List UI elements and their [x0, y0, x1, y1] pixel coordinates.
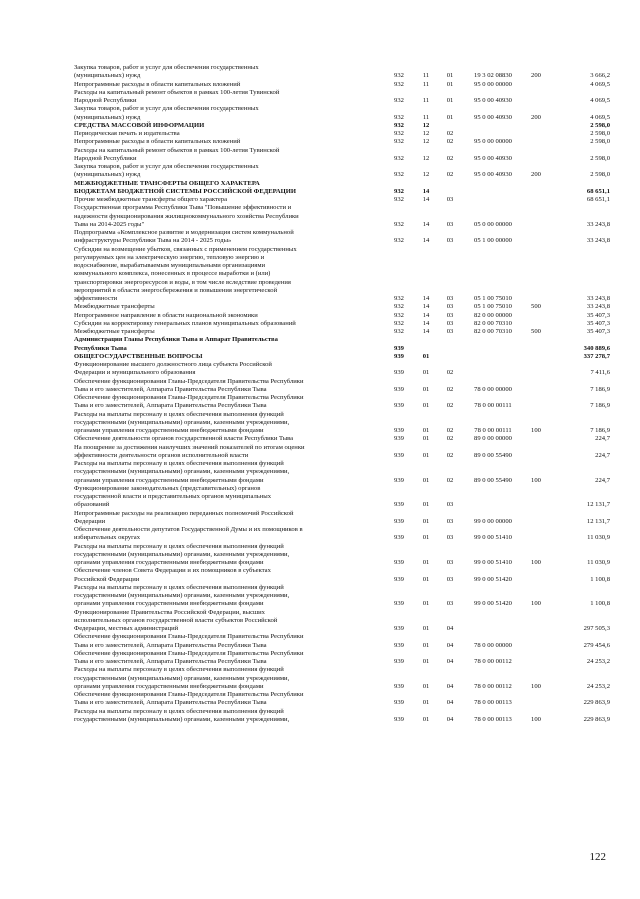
- target-article-code: 89 0 00 55490: [474, 476, 512, 484]
- department-code: 939: [394, 369, 404, 377]
- amount: 4 069,5: [590, 80, 610, 88]
- department-code: 939: [394, 575, 404, 583]
- row-description: Обеспечение членов Совета Федерации и их помощников в субъектах Российской Федерации: [74, 567, 271, 583]
- subsection-code: 01: [446, 113, 454, 121]
- row-description: Функционирование высшего должностного лица субъекта Российской Федерации и муниципального образования: [74, 361, 272, 377]
- row-description: Обеспечение функционирования Главы-Председателя Правительства Республики Тыва и его заместителей, Аппарата Правительства Республики Тыва: [74, 377, 304, 393]
- target-article-code: 95 0 00 40930: [474, 154, 512, 162]
- amount: 33 243,8: [586, 220, 610, 228]
- table-row: [74, 435, 610, 443]
- department-code: 939: [394, 344, 404, 352]
- subsection-code: 02: [446, 130, 454, 137]
- section-code: 01: [422, 715, 430, 723]
- row-description: Непрограммные расходы в области капитальных вложений: [74, 80, 241, 88]
- subsection-code: 01: [446, 72, 454, 80]
- row-description: Непрограммные расходы на реализацию переданных полномочий Российской Федерации: [74, 509, 294, 525]
- table-row: [74, 526, 610, 543]
- section-code: 01: [422, 517, 430, 525]
- amount: 35 407,3: [586, 311, 610, 319]
- amount: 2 598,0: [590, 121, 610, 129]
- section-code: 12: [422, 138, 430, 146]
- subsection-code: 02: [446, 138, 454, 146]
- table-row: [74, 196, 610, 204]
- table-row: [74, 122, 610, 130]
- section-code: 01: [422, 600, 430, 608]
- target-article-code: 95 0 00 40930: [474, 113, 512, 121]
- amount: 224,7: [595, 451, 610, 459]
- amount: 297 505,3: [583, 625, 610, 632]
- row-description: Расходы на капитальный ремонт объектов в рамках 100-летия Тувинской Народной Республики: [74, 146, 280, 162]
- row-description: Обеспечение функционирования Главы-Председателя Правительства Республики Тыва и его заместителей, Аппарата Правительства Республики Тыва: [74, 649, 304, 665]
- section-code: 11: [422, 97, 430, 104]
- table-row: [74, 460, 610, 485]
- expense-type-code: 100: [531, 715, 541, 723]
- row-description: Обеспечение деятельности органов государственной власти Республики Тыва: [74, 435, 294, 443]
- target-article-code: 95 0 00 40930: [474, 97, 512, 104]
- amount: 7 186,9: [590, 402, 610, 410]
- amount: 4 069,5: [590, 97, 610, 104]
- target-article-code: 05 0 00 00000: [474, 220, 512, 228]
- table-row: [74, 411, 610, 436]
- row-description: Расходы на выплаты персоналу в целях обеспечения выполнения функций государственными (муниципальными) органами, казенными учреждениями, органами управления государственными внебюджетными фондами: [74, 666, 290, 690]
- row-description: Межбюджетные трансферты: [74, 303, 155, 311]
- subsection-code: 02: [446, 435, 454, 443]
- amount: 2 598,0: [590, 138, 610, 146]
- target-article-code: 99 0 00 51410: [474, 559, 512, 566]
- row-description: Обеспечение функционирования Главы-Председателя Правительства Республики Тыва и его заместителей, Аппарата Правительства Республики Тыва: [74, 691, 304, 707]
- target-article-code: 78 0 00 00111: [474, 427, 512, 434]
- subsection-code: 04: [446, 715, 454, 723]
- row-description: Закупка товаров, работ и услуг для обеспечения государственных (муниципальных) нужд: [74, 105, 259, 121]
- subsection-code: 03: [446, 237, 454, 245]
- target-article-code: 05 1 00 00000: [474, 237, 512, 245]
- target-article-code: 95 0 00 00000: [474, 138, 512, 146]
- department-code: 939: [394, 658, 404, 665]
- subsection-code: 04: [446, 682, 454, 690]
- table-row: [74, 328, 610, 336]
- subsection-code: 02: [446, 427, 454, 434]
- row-description: Обеспечение функционирования Главы-Председателя Правительства Республики Тыва и его заместителей, Аппарата Правительства Республики Тыва: [74, 633, 304, 649]
- department-code: 932: [394, 319, 404, 327]
- subsection-code: 01: [446, 97, 454, 104]
- expense-type-code: 200: [531, 113, 541, 121]
- row-description: Прочие межбюджетные трансферты общего характера: [74, 196, 228, 203]
- department-code: 939: [394, 559, 404, 566]
- section-code: 12: [422, 130, 430, 137]
- department-code: 932: [394, 187, 404, 195]
- subsection-code: 01: [446, 80, 454, 88]
- row-description: Закупка товаров, работ и услуг для обеспечения государственных (муниципальных) нужд: [74, 163, 259, 179]
- subsection-code: 03: [446, 311, 454, 319]
- amount: 229 863,9: [583, 715, 610, 723]
- row-description: На поощрение за достижения наилучших значений показателей по итогам оценки эффективности деятельности органов исполнительной власти: [74, 443, 305, 459]
- row-description: Субсидии на возмещение убытков, связанных с применением государственных регулируемых цен на электрическую энергию, тепловую энергию и водоснабжение, вырабатываемым муниципальными организациями коммунального комплекса, понесенных в процессе выработки и (или) транспортировки энергоресурсов и воды, в том числе вследствие проведения мероприятий в области энергосбережения и повышения энергетической эффективности: [74, 245, 297, 302]
- row-description: Администрация Главы Республики Тыва и Аппарат Правительства Республики Тыва: [74, 336, 278, 352]
- row-description: Межбюджетные трансферты: [74, 328, 155, 335]
- subsection-code: 02: [446, 451, 454, 459]
- subsection-code: 03: [446, 196, 454, 203]
- department-code: 939: [394, 451, 404, 459]
- row-description: Расходы на выплаты персоналу в целях обеспечения выполнения функций государственными (муниципальными) органами, казенными учреждениями,: [74, 707, 290, 723]
- amount: 11 030,9: [587, 559, 610, 566]
- amount: 33 243,8: [586, 295, 610, 302]
- department-code: 932: [394, 97, 404, 104]
- amount: 7 186,9: [590, 427, 610, 434]
- expense-type-code: 100: [531, 559, 541, 566]
- row-description: Подпрограмма «Комплексное развитие и модернизация систем коммунальной инфраструктуры Республики Тыва на 2014 - 2025 годы»: [74, 229, 294, 245]
- section-code: 01: [422, 658, 430, 665]
- target-article-code: 95 0 00 00000: [474, 80, 512, 88]
- section-code: 01: [422, 534, 430, 542]
- section-code: 14: [422, 303, 430, 311]
- amount: 2 598,0: [590, 154, 610, 162]
- section-code: 14: [422, 237, 430, 245]
- target-article-code: 99 0 00 00000: [474, 517, 512, 525]
- section-code: 11: [422, 113, 430, 121]
- table-row: [74, 336, 610, 353]
- section-code: 12: [422, 121, 430, 129]
- subsection-code: 02: [446, 476, 454, 484]
- expense-type-code: 100: [531, 476, 541, 484]
- amount: 229 863,9: [583, 699, 610, 707]
- table-row: [74, 246, 610, 304]
- table-row: [74, 204, 610, 229]
- department-code: 939: [394, 715, 404, 723]
- table-row: [74, 320, 610, 328]
- row-description: Расходы на выплаты персоналу в целях обеспечения выполнения функций государственными (муниципальными) органами, казенными учреждениями, органами управления государственными внебюджетными фондами: [74, 583, 290, 608]
- row-description: Обеспечение деятельности депутатов Государственной Думы и их помощников в избирательных округах: [74, 526, 303, 542]
- department-code: 932: [394, 72, 404, 80]
- department-code: 939: [394, 699, 404, 707]
- row-description: Расходы на капитальный ремонт объектов в рамках 100-летия Тувинской Народной Республики: [74, 88, 280, 104]
- department-code: 939: [394, 476, 404, 484]
- expense-type-code: 200: [531, 171, 541, 179]
- amount: 12 131,7: [586, 517, 610, 525]
- target-article-code: 05 1 00 75010: [474, 303, 512, 311]
- department-code: 932: [394, 80, 404, 88]
- subsection-code: 03: [446, 575, 454, 583]
- table-row: [74, 163, 610, 180]
- amount: 11 030,9: [587, 534, 610, 542]
- department-code: 932: [394, 154, 404, 162]
- section-code: 01: [422, 385, 430, 393]
- subsection-code: 02: [446, 402, 454, 410]
- table-row: [74, 303, 610, 311]
- target-article-code: 78 0 00 00111: [474, 402, 512, 410]
- subsection-code: 03: [446, 295, 454, 302]
- table-row: [74, 510, 610, 527]
- row-description: Расходы на выплаты персоналу в целях обеспечения выполнения функций государственными (муниципальными) органами, казенными учреждениями, органами управления государственными внебюджетными фондами: [74, 460, 290, 484]
- target-article-code: 82 0 00 70310: [474, 319, 512, 327]
- row-description: СРЕДСТВА МАССОВОЙ ИНФОРМАЦИИ: [74, 121, 205, 129]
- expense-type-code: 100: [531, 427, 541, 434]
- department-code: 932: [394, 196, 404, 203]
- target-article-code: 78 0 00 00112: [474, 682, 512, 690]
- amount: 33 243,8: [586, 237, 610, 245]
- section-code: 14: [422, 295, 430, 302]
- amount: 12 131,7: [586, 501, 610, 509]
- table-row: [74, 353, 610, 361]
- row-description: Субсидии на корректировку генеральных планов муниципальных образований: [74, 319, 296, 327]
- subsection-code: 02: [446, 154, 454, 162]
- target-article-code: 95 0 00 40930: [474, 171, 512, 179]
- row-description: Непрограммные расходы в области капитальных вложений: [74, 138, 241, 146]
- department-code: 932: [394, 328, 404, 335]
- table-row: [74, 130, 610, 138]
- target-article-code: 89 0 00 00000: [474, 435, 512, 443]
- subsection-code: 02: [446, 369, 454, 377]
- amount: 4 069,5: [590, 113, 610, 121]
- amount: 24 253,2: [586, 682, 610, 690]
- section-code: 01: [422, 625, 430, 632]
- table-row: [74, 89, 610, 106]
- table-row: [74, 394, 610, 411]
- expense-type-code: 100: [531, 682, 541, 690]
- department-code: 939: [394, 385, 404, 393]
- subsection-code: 02: [446, 171, 454, 179]
- subsection-code: 03: [446, 319, 454, 327]
- subsection-code: 03: [446, 559, 454, 566]
- target-article-code: 19 3 02 08830: [474, 72, 512, 80]
- table-row: [74, 708, 610, 725]
- department-code: 932: [394, 121, 404, 129]
- section-code: 01: [422, 451, 430, 459]
- table-row: [74, 650, 610, 667]
- amount: 68 651,1: [586, 187, 610, 195]
- table-row: [74, 229, 610, 246]
- department-code: 932: [394, 237, 404, 245]
- table-row: [74, 666, 610, 691]
- row-description: ОБЩЕГОСУДАРСТВЕННЫЕ ВОПРОСЫ: [74, 352, 203, 360]
- table-row: [74, 633, 610, 650]
- department-code: 939: [394, 435, 404, 443]
- section-code: 14: [422, 220, 430, 228]
- department-code: 939: [394, 682, 404, 690]
- section-code: 14: [422, 328, 430, 335]
- amount: 1 100,8: [590, 575, 610, 583]
- subsection-code: 04: [446, 658, 454, 665]
- department-code: 939: [394, 625, 404, 632]
- table-row: [74, 147, 610, 164]
- department-code: 932: [394, 130, 404, 137]
- section-code: 01: [422, 352, 430, 360]
- amount: 68 651,1: [586, 196, 610, 203]
- subsection-code: 03: [446, 328, 454, 335]
- subsection-code: 04: [446, 641, 454, 649]
- section-code: 14: [422, 187, 430, 195]
- target-article-code: 78 0 00 00113: [474, 715, 512, 723]
- section-code: 01: [422, 501, 430, 509]
- amount: 24 253,2: [586, 658, 610, 665]
- amount: 279 454,6: [583, 641, 610, 649]
- target-article-code: 78 0 00 00000: [474, 641, 512, 649]
- expense-type-code: 500: [531, 303, 541, 311]
- row-description: Закупка товаров, работ и услуг для обеспечения государственных (муниципальных) нужд: [74, 64, 259, 80]
- target-article-code: 89 0 00 55490: [474, 451, 512, 459]
- subsection-code: 02: [446, 385, 454, 393]
- expense-type-code: 200: [531, 72, 541, 80]
- table-row: [74, 180, 610, 197]
- expense-type-code: 100: [531, 600, 541, 608]
- table-row: [74, 567, 610, 584]
- table-row: [74, 64, 610, 81]
- row-description: Функционирование законодательных (представительных) органов государственной власти и представительных органов муниципальных образований: [74, 484, 271, 509]
- department-code: 939: [394, 501, 404, 509]
- section-code: 01: [422, 699, 430, 707]
- amount: 224,7: [595, 435, 610, 443]
- section-code: 14: [422, 311, 430, 319]
- amount: 35 407,3: [586, 319, 610, 327]
- row-description: МЕЖБЮДЖЕТНЫЕ ТРАНСФЕРТЫ ОБЩЕГО ХАРАКТЕРА БЮДЖЕТАМ БЮДЖЕТНОЙ СИСТЕМЫ РОССИЙСКОЙ ФЕДЕРАЦИИ: [74, 179, 297, 195]
- amount: 224,7: [595, 476, 610, 484]
- row-description: Функционирование Правительства Российской Федерации, высших исполнительных органов государственной власти субъектов Российской Федерации, местных администраций: [74, 608, 278, 632]
- table-row: [74, 584, 610, 609]
- table-row: [74, 609, 610, 634]
- amount: 1 100,8: [590, 600, 610, 608]
- amount: 337 278,7: [583, 352, 610, 360]
- section-code: 01: [422, 682, 430, 690]
- subsection-code: 04: [446, 625, 454, 632]
- department-code: 932: [394, 311, 404, 319]
- target-article-code: 99 0 00 51420: [474, 600, 512, 608]
- table-row: [74, 444, 610, 461]
- section-code: 14: [422, 319, 430, 327]
- table-row: [74, 312, 610, 320]
- subsection-code: 03: [446, 517, 454, 525]
- table-row: [74, 691, 610, 708]
- amount: 2 598,0: [590, 130, 610, 137]
- section-code: 11: [422, 80, 430, 88]
- section-code: 01: [422, 402, 430, 410]
- section-code: 14: [422, 196, 430, 203]
- expense-type-code: 500: [531, 328, 541, 335]
- department-code: 932: [394, 138, 404, 146]
- section-code: 01: [422, 369, 430, 377]
- row-description: Расходы на выплаты персоналу в целях обеспечения выполнения функций государственными (муниципальными) органами, казенными учреждениями, органами управления государственными внебюджетными фондами: [74, 542, 290, 566]
- row-description: Периодическая печать и издательства: [74, 130, 180, 137]
- department-code: 939: [394, 641, 404, 649]
- section-code: 01: [422, 476, 430, 484]
- target-article-code: 78 0 00 00000: [474, 385, 512, 393]
- table-row: [74, 361, 610, 378]
- table-row: [74, 138, 610, 146]
- section-code: 12: [422, 154, 430, 162]
- department-code: 932: [394, 220, 404, 228]
- department-code: 932: [394, 295, 404, 302]
- amount: 340 889,6: [583, 344, 610, 352]
- section-code: 01: [422, 427, 430, 434]
- subsection-code: 03: [446, 220, 454, 228]
- row-description: Расходы на выплаты персоналу в целях обеспечения выполнения функций государственными (муниципальными) органами, казенными учреждениями, органами управления государственными внебюджетными фондами: [74, 410, 290, 434]
- department-code: 939: [394, 402, 404, 410]
- department-code: 939: [394, 352, 404, 360]
- subsection-code: 03: [446, 501, 454, 509]
- table-row: [74, 485, 610, 510]
- department-code: 939: [394, 427, 404, 434]
- table-row: [74, 81, 610, 89]
- department-code: 939: [394, 534, 404, 542]
- section-code: 11: [422, 72, 430, 80]
- amount: 7 411,6: [590, 369, 610, 377]
- row-description: Обеспечение функционирования Главы-Председателя Правительства Республики Тыва и его заместителей, Аппарата Правительства Республики Тыва: [74, 394, 304, 410]
- amount: 33 243,8: [586, 303, 610, 311]
- section-code: 12: [422, 171, 430, 179]
- subsection-code: 04: [446, 699, 454, 707]
- subsection-code: 03: [446, 534, 454, 542]
- table-row: [74, 543, 610, 568]
- target-article-code: 82 0 00 70310: [474, 328, 512, 335]
- row-description: Государственная программа Республики Тыва "Повышение эффективности и надежности функционирования жилищнокоммунального хозяйства Республики Тыва на 2014-2025 годы": [74, 204, 299, 228]
- target-article-code: 78 0 00 00113: [474, 699, 512, 707]
- target-article-code: 05 1 00 75010: [474, 295, 512, 302]
- department-code: 932: [394, 113, 404, 121]
- section-code: 01: [422, 641, 430, 649]
- target-article-code: 99 0 00 51410: [474, 534, 512, 542]
- budget-table: [74, 64, 610, 724]
- section-code: 01: [422, 575, 430, 583]
- department-code: 932: [394, 303, 404, 311]
- amount: 3 666,2: [590, 72, 610, 80]
- subsection-code: 03: [446, 600, 454, 608]
- table-row: [74, 378, 610, 395]
- section-code: 01: [422, 435, 430, 443]
- target-article-code: 78 0 00 00112: [474, 658, 512, 665]
- target-article-code: 82 0 00 00000: [474, 311, 512, 319]
- department-code: 932: [394, 171, 404, 179]
- amount: 2 598,0: [590, 171, 610, 179]
- amount: 35 407,3: [586, 328, 610, 335]
- table-row: [74, 105, 610, 122]
- page-number: 122: [589, 851, 606, 863]
- subsection-code: 03: [446, 303, 454, 311]
- row-description: Непрограммное направление в области национальной экономики: [74, 311, 258, 319]
- department-code: 939: [394, 600, 404, 608]
- target-article-code: 99 0 00 51420: [474, 575, 512, 583]
- department-code: 939: [394, 517, 404, 525]
- section-code: 01: [422, 559, 430, 566]
- amount: 7 186,9: [590, 385, 610, 393]
